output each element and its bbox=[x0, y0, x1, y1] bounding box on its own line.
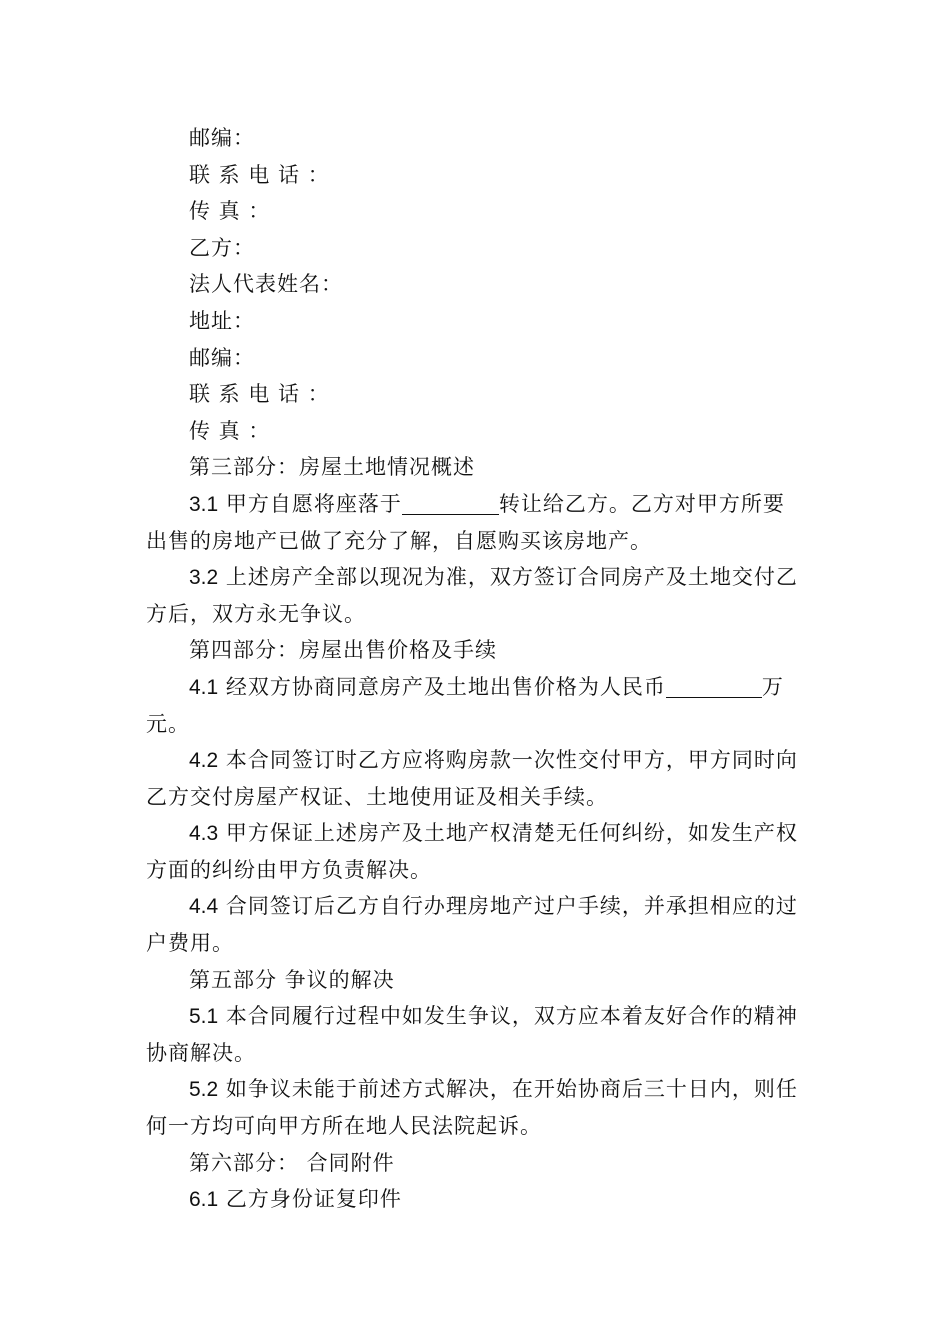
party-a-phone: 联 系 电 话 ： bbox=[189, 162, 330, 187]
clause-4-4-cont: 户费用。 bbox=[146, 931, 234, 956]
clause-text: 如争议未能于前述方式解决，在开始协商后三十日内，则任 bbox=[225, 1077, 798, 1102]
clause-text: 甲方保证上述房产及土地产权清楚无任何纠纷，如发生产权 bbox=[225, 821, 798, 846]
clause-3-2-cont: 方后，双方永无争议。 bbox=[146, 601, 366, 626]
clause-number: 4.1 bbox=[189, 675, 219, 699]
clause-text: 万 bbox=[761, 674, 784, 699]
part3-heading: 第三部分：房屋土地情况概述 bbox=[189, 455, 475, 480]
party-b-phone: 联 系 电 话 ： bbox=[189, 382, 330, 407]
clause-4-4 bbox=[146, 888, 806, 925]
clause-number: 3.2 bbox=[189, 566, 219, 590]
party-b-postcode: 邮编： bbox=[189, 345, 255, 370]
clause-number: 3.1 bbox=[189, 492, 219, 516]
part5-heading: 第五部分 争议的解决 bbox=[189, 967, 395, 992]
clause-text: 本合同签订时乙方应将购房款一次性交付甲方，甲方同时向 bbox=[225, 748, 798, 773]
part4-heading: 第四部分：房屋出售价格及手续 bbox=[189, 638, 497, 663]
clause-4-1 bbox=[146, 669, 806, 706]
clause-text: 转让给乙方。乙方对甲方所要 bbox=[498, 491, 785, 516]
clause-5-2-cont: 何一方均可向甲方所在地人民法院起诉。 bbox=[146, 1114, 542, 1139]
clause-3-1-cont: 出售的房地产已做了充分了解，自愿购买该房地产。 bbox=[146, 528, 652, 553]
clause-text: 乙方身份证复印件 bbox=[225, 1187, 402, 1212]
clause-text: 经双方协商同意房产及土地出售价格为人民币 bbox=[225, 674, 666, 699]
party-a-fax: 传 真 ： bbox=[189, 199, 271, 224]
clause-text: 上述房产全部以现况为准，双方签订合同房产及土地交付乙 bbox=[225, 565, 798, 590]
party-b-fax: 传 真 ： bbox=[189, 418, 271, 443]
contract-body bbox=[146, 120, 806, 1218]
clause-4-2 bbox=[146, 742, 806, 779]
clause-number: 4.4 bbox=[189, 895, 219, 919]
clause-number: 5.2 bbox=[189, 1078, 219, 1102]
clause-5-2 bbox=[146, 1071, 806, 1108]
clause-5-1 bbox=[146, 998, 806, 1035]
clause-number: 4.2 bbox=[189, 749, 219, 773]
clause-5-1-cont: 协商解决。 bbox=[146, 1040, 256, 1065]
party-b-legal-rep: 法人代表姓名： bbox=[189, 272, 343, 297]
clause-3-1 bbox=[146, 486, 806, 523]
part6-heading: 第六部分： 合同附件 bbox=[189, 1150, 395, 1175]
party-b-label: 乙方： bbox=[189, 235, 255, 260]
clause-3-2 bbox=[146, 559, 806, 596]
clause-4-1-cont: 元。 bbox=[146, 711, 190, 736]
clause-4-3-cont: 方面的纠纷由甲方负责解决。 bbox=[146, 857, 432, 882]
clause-text: 合同签订后乙方自行办理房地产过户手续，并承担相应的过 bbox=[225, 894, 798, 919]
clause-6-1 bbox=[146, 1181, 806, 1218]
clause-number: 5.1 bbox=[189, 1005, 219, 1029]
party-b-address: 地址： bbox=[189, 308, 255, 333]
location-blank[interactable] bbox=[402, 492, 499, 515]
clause-number: 6.1 bbox=[189, 1188, 219, 1212]
price-blank[interactable] bbox=[666, 675, 762, 698]
party-a-postcode: 邮编： bbox=[189, 126, 255, 150]
clause-4-3 bbox=[146, 815, 806, 852]
clause-4-2-cont: 乙方交付房屋产权证、土地使用证及相关手续。 bbox=[146, 784, 608, 809]
clause-number: 4.3 bbox=[189, 822, 219, 846]
clause-text: 甲方自愿将座落于 bbox=[225, 491, 402, 516]
clause-text: 本合同履行过程中如发生争议，双方应本着友好合作的精神 bbox=[225, 1004, 798, 1029]
